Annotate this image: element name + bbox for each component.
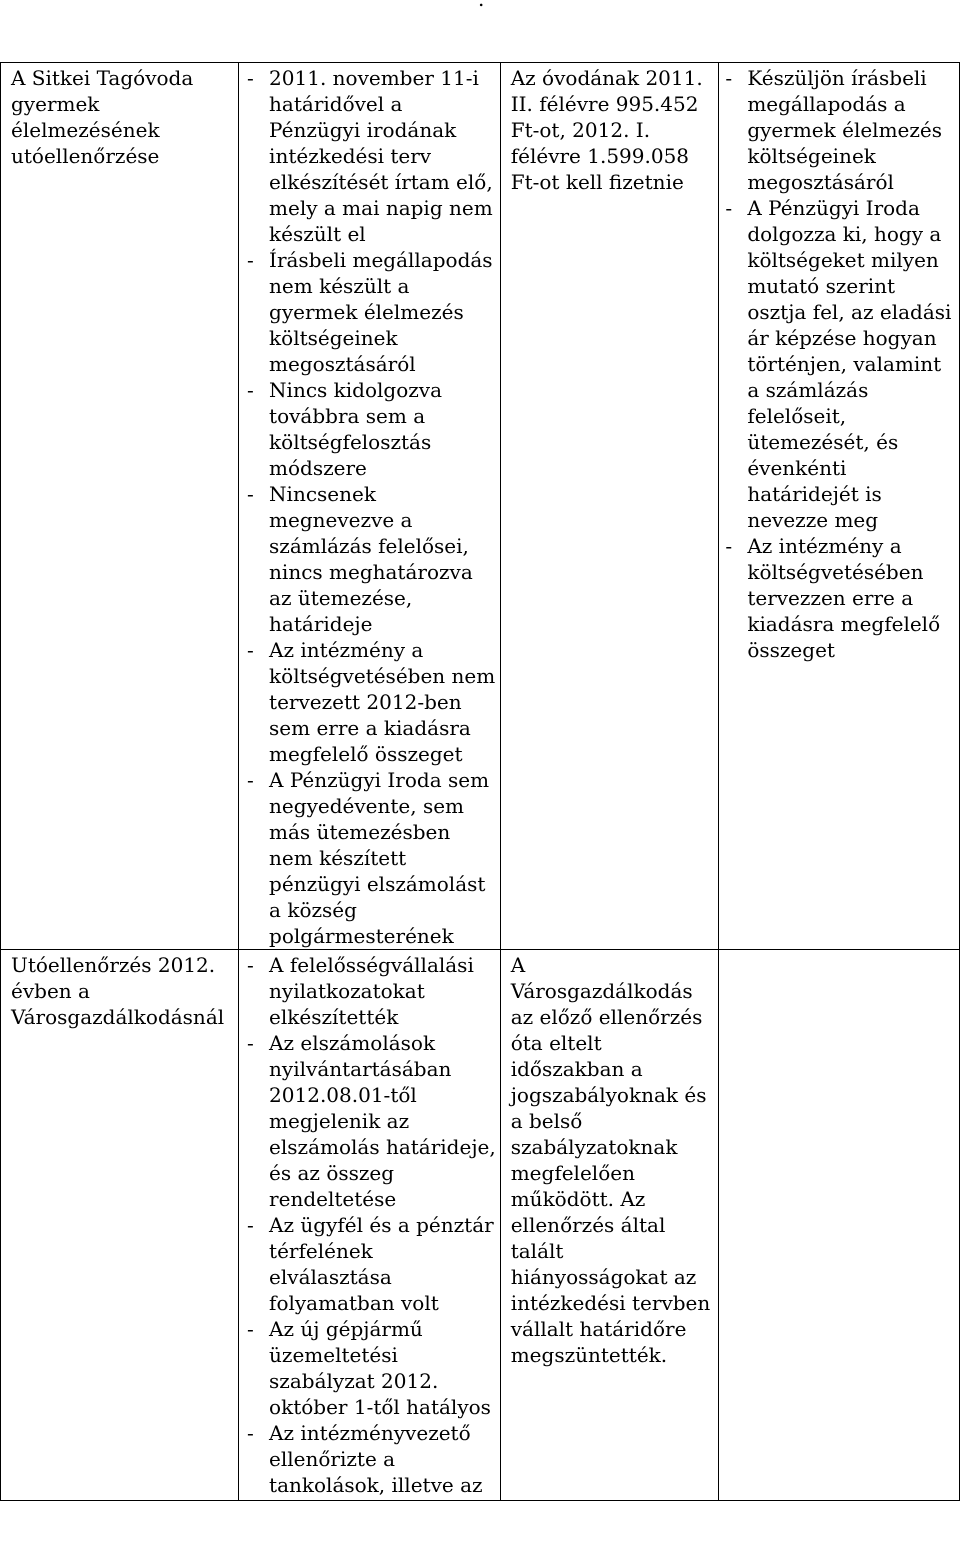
- text-line: Nincsenek: [269, 482, 376, 506]
- text-line: működött. Az: [510, 1187, 646, 1211]
- text-line: a számlázás: [747, 378, 869, 402]
- text-line: A Sitkei Tagóvoda: [11, 66, 194, 90]
- dash-bullet-icon: -: [247, 248, 254, 272]
- dash-bullet-icon: -: [725, 66, 733, 90]
- text-line: költségvetésében: [747, 560, 924, 584]
- text-line: nyilvántartásában: [269, 1057, 452, 1081]
- text-line: ár képzése hogyan: [747, 326, 937, 350]
- text-line: óta eltelt: [510, 1031, 602, 1055]
- bullet-item: [247, 952, 496, 1030]
- text-line: szabályzat 2012.: [269, 1369, 439, 1393]
- text-line: elkészítését írtam elő,: [269, 170, 493, 194]
- text-line: intézkedési tervben: [510, 1291, 711, 1315]
- text-line: félévre 1.599.058: [510, 144, 690, 168]
- text-line: ellenőrzés által: [510, 1213, 666, 1237]
- text-line: 2012.08.01-től: [269, 1083, 417, 1107]
- text-line: intézkedési terv: [269, 144, 432, 168]
- dash-bullet-icon: -: [725, 196, 733, 220]
- text-line: felelőseit,: [747, 404, 847, 428]
- text-line: ellenőrizte a: [269, 1447, 396, 1471]
- bullet-item: [247, 247, 496, 377]
- text-line: térfelének: [269, 1239, 373, 1263]
- text-line: polgármesterének: [269, 924, 454, 948]
- dash-bullet-icon: -: [247, 638, 254, 662]
- recommendations-cell: [719, 63, 960, 950]
- text-line: gyermek élelmezés: [747, 118, 943, 142]
- table-row: [1, 63, 960, 950]
- text-line: költségeket milyen: [747, 248, 939, 272]
- text-line: történjen, valamint: [747, 352, 942, 376]
- text-line: tervezett 2012-ben: [269, 690, 462, 714]
- bullet-item: [725, 195, 955, 533]
- text-line: megállapodás a: [747, 92, 906, 116]
- text-line: nevezze meg: [747, 508, 879, 532]
- text-line: negyedévente, sem: [269, 794, 465, 818]
- text-line: nem készült a: [269, 274, 410, 298]
- text-line: összeget: [747, 638, 835, 662]
- text-line: nyilatkozatokat: [269, 979, 425, 1003]
- text-line: évben a: [11, 979, 90, 1003]
- text-line: elválasztása: [269, 1265, 392, 1289]
- text-line: Az új gépjármű: [269, 1317, 423, 1341]
- dash-bullet-icon: -: [247, 1421, 254, 1445]
- text-line: Városgazdálkodás: [510, 979, 693, 1003]
- bullet-item: [247, 1316, 496, 1420]
- text-line: az előző ellenőrzés: [510, 1005, 703, 1029]
- text-line: Ft-ot, 2012. I.: [510, 118, 651, 142]
- text-line: Az intézmény a: [747, 534, 902, 558]
- text-line: továbbra sem a: [269, 404, 426, 428]
- text-line: a belső: [510, 1109, 583, 1133]
- text-line: készült el: [269, 222, 366, 246]
- text-line: megosztásáról: [747, 170, 894, 194]
- text-line: osztja fel, az eladási: [747, 300, 952, 324]
- text-line: módszere: [269, 456, 367, 480]
- text-line: üzemeltetési: [269, 1343, 398, 1367]
- bullet-item: [247, 377, 496, 481]
- text-line: megnevezve a: [269, 508, 413, 532]
- text-line: megosztásáról: [269, 352, 416, 376]
- consequence-cell: [500, 63, 719, 950]
- text-line: évenkénti: [747, 456, 847, 480]
- text-line: Utóellenőrzés 2012.: [11, 953, 216, 977]
- text-line: szabályzatoknak: [510, 1135, 678, 1159]
- text-line: kiadásra megfelelő: [747, 612, 941, 636]
- dash-bullet-icon: -: [247, 1213, 254, 1237]
- dash-bullet-icon: -: [247, 768, 254, 792]
- text-line: 2011. november 11-i: [269, 66, 479, 90]
- text-line: jogszabályoknak és: [510, 1083, 707, 1107]
- subject-cell: [1, 63, 239, 950]
- bullet-item: [247, 1212, 496, 1316]
- text-line: elszámolás határideje,: [269, 1135, 496, 1159]
- text-line: gyermek: [11, 92, 100, 116]
- text-line: mutató szerint: [747, 274, 896, 298]
- text-line: tankolások, illetve az: [269, 1473, 483, 1497]
- page-mark: [478, 0, 484, 12]
- text-line: Az intézmény a: [269, 638, 424, 662]
- text-line: vállalt határidőre: [510, 1317, 687, 1341]
- text-line: Az óvodának 2011.: [510, 66, 703, 90]
- text-line: költségvetésében nem: [269, 664, 496, 688]
- text-line: határidejét is: [747, 482, 882, 506]
- bullet-item: [247, 637, 496, 767]
- text-line: dolgozza ki, hogy a: [747, 222, 942, 246]
- subject-cell: [1, 950, 239, 1501]
- recommendations-cell: [719, 950, 960, 1501]
- text-line: pénzügyi elszámolást: [269, 872, 486, 896]
- text-line: Ft-ot kell fizetnie: [510, 170, 684, 194]
- bullet-item: [725, 533, 955, 663]
- text-line: gyermek élelmezés: [269, 300, 464, 324]
- text-line: talált: [510, 1239, 564, 1263]
- findings-cell: [239, 950, 501, 1501]
- dash-bullet-icon: -: [247, 378, 254, 402]
- bullet-item: [247, 481, 496, 637]
- text-line: az ütemezése,: [269, 586, 413, 610]
- text-line: folyamatban volt: [269, 1291, 439, 1315]
- dash-bullet-icon: -: [247, 66, 254, 90]
- text-line: számlázás felelősei,: [269, 534, 469, 558]
- text-line: II. félévre 995.452: [510, 92, 699, 116]
- text-line: megfelelően: [510, 1161, 635, 1185]
- dash-bullet-icon: -: [247, 1031, 254, 1055]
- text-line: határideje: [269, 612, 373, 636]
- text-line: A felelősségvállalási: [269, 953, 474, 977]
- text-line: a község: [269, 898, 357, 922]
- table-row: [1, 950, 960, 1501]
- text-line: megszüntették.: [510, 1343, 668, 1367]
- text-line: nincs meghatározva: [269, 560, 473, 584]
- text-line: ütemezését, és: [747, 430, 899, 454]
- text-line: tervezzen erre a: [747, 586, 914, 610]
- text-line: mely a mai napig nem: [269, 196, 493, 220]
- text-line: Nincs kidolgozva: [269, 378, 443, 402]
- audit-table: [0, 62, 960, 1501]
- text-line: költségeinek: [269, 326, 398, 350]
- text-line: megjelenik az: [269, 1109, 410, 1133]
- text-line: A Pénzügyi Iroda sem: [269, 768, 490, 792]
- dash-bullet-icon: -: [247, 1317, 254, 1341]
- bullet-item: [247, 1030, 496, 1212]
- text-line: A: [510, 953, 526, 977]
- text-line: Az elszámolások: [269, 1031, 436, 1055]
- text-line: határidővel a: [269, 92, 403, 116]
- text-line: Írásbeli megállapodás: [269, 248, 493, 272]
- dash-bullet-icon: -: [247, 482, 254, 506]
- text-line: október 1-től hatályos: [269, 1395, 491, 1419]
- text-line: Készüljön írásbeli: [747, 66, 927, 90]
- text-line: és az összeg: [269, 1161, 395, 1185]
- text-line: elkészítették: [269, 1005, 399, 1029]
- text-line: Az intézményvezető: [269, 1421, 471, 1445]
- text-line: időszakban a: [510, 1057, 643, 1081]
- findings-cell: [239, 63, 501, 950]
- consequence-cell: [500, 950, 719, 1501]
- text-line: Pénzügyi irodának: [269, 118, 457, 142]
- dash-bullet-icon: -: [725, 534, 733, 558]
- bullet-item: [247, 1420, 496, 1498]
- text-line: költségfelosztás: [269, 430, 432, 454]
- text-line: hiányosságokat az: [510, 1265, 697, 1289]
- text-line: rendeltetése: [269, 1187, 397, 1211]
- bullet-item: [725, 65, 955, 195]
- text-line: sem erre a kiadásra: [269, 716, 471, 740]
- bullet-item: [247, 767, 496, 949]
- text-line: más ütemezésben: [269, 820, 451, 844]
- text-line: Városgazdálkodásnál: [11, 1005, 225, 1029]
- bullet-item: [247, 65, 496, 247]
- text-line: nem készített: [269, 846, 407, 870]
- dash-bullet-icon: -: [247, 953, 254, 977]
- text-line: megfelelő összeget: [269, 742, 463, 766]
- text-line: utóellenőrzése: [11, 144, 160, 168]
- text-line: élelmezésének: [11, 118, 160, 142]
- text-line: költségeinek: [747, 144, 876, 168]
- text-line: Az ügyfél és a pénztár: [269, 1213, 494, 1237]
- text-line: A Pénzügyi Iroda: [747, 196, 920, 220]
